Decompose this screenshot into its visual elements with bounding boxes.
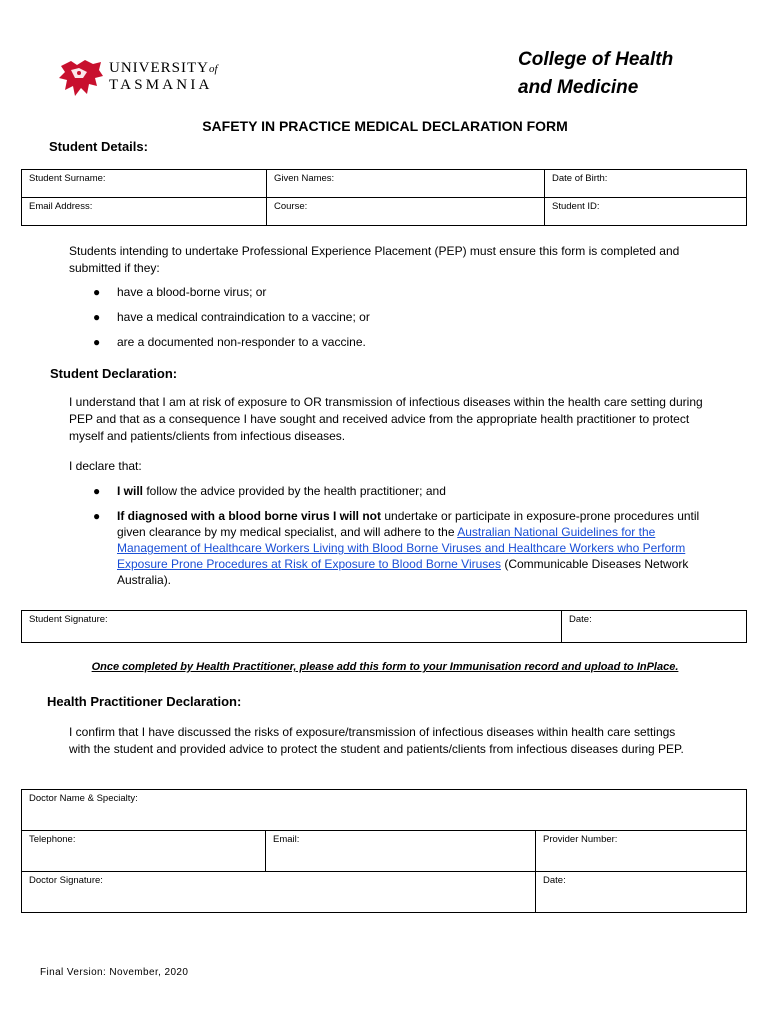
university-logo [57, 58, 237, 98]
footer-version: Final Version: November, 2020 [40, 967, 189, 978]
bullet2-text: undertake or participate in exposure-prone procedures until given clearance by my medical specialist, and will adhere to the [117, 509, 700, 539]
student-signature-field[interactable] [22, 611, 562, 643]
college-line-2: and Medicine [518, 77, 639, 98]
bullet2-bold: If diagnosed with a blood borne virus I will not [117, 509, 382, 523]
student-signature-label: Student Signature: [29, 614, 108, 625]
list-item: ● have a medical contraindication to a vaccine; or [93, 310, 370, 324]
telephone-label: Telephone: [29, 834, 76, 845]
doctor-name-label: Doctor Name & Specialty: [29, 793, 138, 804]
completion-notice: Once completed by Health Practitioner, please add this form to your Immunisation record and upload to InPlace. [91, 661, 679, 673]
bullet-icon: ● [93, 509, 101, 523]
student-date-label: Date: [569, 614, 592, 625]
list-item: ● are a documented non-responder to a vaccine. [93, 335, 366, 349]
guidelines-link[interactable]: Australian National Guidelines for the Management of Healthcare Workers Living with Blood Borne Viruses and Healthcare Workers who Perform Exposure Prone Procedures at Risk of Exposure to Blood Borne Viruses [117, 525, 686, 571]
bullet-icon: ● [93, 285, 101, 299]
email-address-field[interactable] [22, 198, 267, 226]
list-item: ● have a blood-borne virus; or [93, 285, 267, 299]
doctor-name-field[interactable] [22, 790, 747, 831]
bullet-icon: ● [93, 484, 101, 498]
practitioner-email-label: Email: [273, 834, 300, 845]
course-field[interactable] [267, 198, 545, 226]
email-address-label: Email Address: [29, 201, 93, 212]
declaration-bullet-list [93, 483, 717, 588]
bullet-icon: ● [93, 335, 101, 349]
student-declaration-heading: Student Declaration: [50, 366, 178, 381]
doctor-signature-label: Doctor Signature: [29, 875, 103, 886]
student-id-label: Student ID: [552, 201, 600, 212]
doctor-date-label: Date: [543, 875, 566, 886]
doctor-signature-field[interactable] [22, 872, 536, 913]
student-surname-field[interactable] [22, 170, 267, 198]
bullet-icon: ● [93, 310, 101, 324]
declare-text: I declare that: [69, 459, 142, 473]
student-details-table [21, 169, 747, 226]
form-title: SAFETY IN PRACTICE MEDICAL DECLARATION FORM [202, 118, 568, 134]
list-item [93, 508, 717, 588]
list-item [93, 483, 717, 499]
student-date-field[interactable] [562, 611, 747, 643]
logo-of-text: of [209, 63, 218, 75]
telephone-field[interactable] [22, 831, 266, 872]
logo-tasmania-text: TASMANIA [109, 77, 213, 93]
date-of-birth-label: Date of Birth: [552, 173, 608, 184]
college-line-1: College of Health [518, 49, 674, 70]
student-details-heading: Student Details: [49, 139, 148, 154]
bullet1-text: follow the advice provided by the health practitioner; and [143, 484, 446, 498]
bullet1-bold: I will [117, 484, 144, 498]
practitioner-declaration-heading: Health Practitioner Declaration: [47, 694, 242, 709]
provider-number-field[interactable] [536, 831, 747, 872]
intro-bullet-list [93, 284, 717, 350]
logo-university-text: UNIVERSITYof [109, 60, 218, 76]
practitioner-paragraph: I confirm that I have discussed the risks of exposure/transmission of infectious diseases within health care settings with the student and provided advice to protect the student and patients/clients from infectious diseases during PEP. [69, 725, 684, 756]
course-label: Course: [274, 201, 308, 212]
student-id-field[interactable] [545, 198, 747, 226]
given-names-label: Given Names: [274, 173, 335, 184]
lion-emblem-icon [57, 58, 105, 98]
student-signature-table [21, 610, 747, 643]
provider-number-label: Provider Number: [543, 834, 618, 845]
date-of-birth-field[interactable] [545, 170, 747, 198]
given-names-field[interactable] [267, 170, 545, 198]
student-surname-label: Student Surname: [29, 173, 106, 184]
intro-paragraph: Students intending to undertake Professional Experience Placement (PEP) must ensure this form is completed and submitted if they: [69, 244, 680, 275]
practitioner-details-table [21, 789, 747, 913]
bullet2-end: (Communicable Diseases Network Australia). [117, 557, 689, 587]
declaration-paragraph: I understand that I am at risk of exposure to OR transmission of infectious diseases within the health care setting during PEP and that as a consequence I have sought and received advice from the appropriate health practitioner to protect myself and patients/clients from infectious diseases. [69, 395, 703, 443]
college-name [518, 46, 673, 102]
doctor-date-field[interactable] [536, 872, 747, 913]
practitioner-email-field[interactable] [266, 831, 536, 872]
